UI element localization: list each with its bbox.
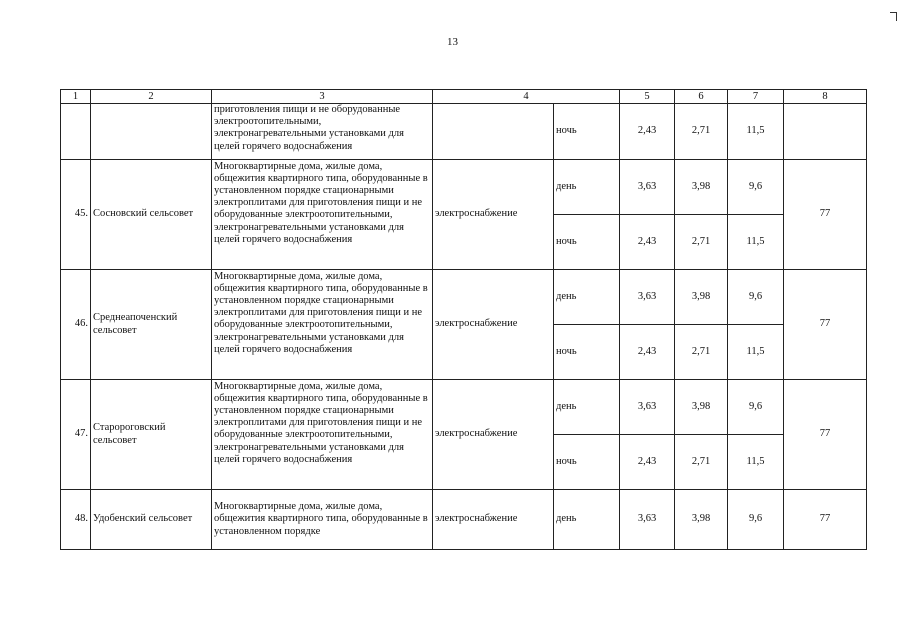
table-row-continued	[61, 104, 867, 160]
cell-num: 48.	[61, 490, 91, 550]
header-cell: 8	[784, 90, 867, 104]
cell-period: ночь	[554, 325, 620, 380]
cell-value-6: 2,71	[675, 215, 728, 270]
cell-value-6: 3,98	[675, 160, 728, 215]
cell-value-5: 3,63	[620, 490, 675, 550]
cell-period: день	[554, 160, 620, 215]
cell-num: 46.	[61, 270, 91, 380]
cell-value-7: 11,5	[728, 435, 784, 490]
cell-value-7: 11,5	[728, 325, 784, 380]
cell-desc	[212, 380, 433, 490]
cell-value-7: 9,6	[728, 490, 784, 550]
header-cell: 7	[728, 90, 784, 104]
header-cell: 5	[620, 90, 675, 104]
header-cell: 2	[91, 90, 212, 104]
cell-period: день	[554, 380, 620, 435]
cell-name: Сосновский сельсовет	[91, 160, 212, 270]
desc-text: Многоквартирные дома, жилые дома, общежития квартирного типа, оборудованные в установленном порядке стационарными электроплитами для приготовления пищи и не оборудованные электроотопительными, электронагревательными установками для целей горячего водоснабжения	[214, 160, 428, 245]
cell-period: день	[554, 490, 620, 550]
cell-desc	[212, 160, 433, 270]
table-row	[61, 380, 867, 435]
page-number: 13	[447, 36, 458, 48]
tariff-table	[60, 89, 867, 550]
desc-text: приготовления пищи и не оборудованные электроотопительными, электронагревательными установками для целей горячего водоснабжения	[214, 104, 404, 152]
header-cell: 3	[212, 90, 433, 104]
cell-value-5: 3,63	[620, 380, 675, 435]
cell-value-6: 2,71	[675, 104, 728, 160]
header-cell: 4	[433, 90, 620, 104]
cell-name: Удобенский сельсовет	[91, 490, 212, 550]
cell-value-5: 3,63	[620, 270, 675, 325]
cell-service: электроснабжение	[433, 160, 554, 270]
header-row	[61, 90, 867, 104]
header-cell: 6	[675, 90, 728, 104]
cell-num: 47.	[61, 380, 91, 490]
cell-num	[61, 104, 91, 160]
cell-service: электроснабжение	[433, 490, 554, 550]
cell-value-6: 2,71	[675, 435, 728, 490]
table-row	[61, 160, 867, 215]
cell-value-7: 11,5	[728, 215, 784, 270]
cell-period: день	[554, 270, 620, 325]
cell-value-6: 3,98	[675, 270, 728, 325]
header-cell: 1	[61, 90, 91, 104]
cell-name: Среднеапоченский сельсовет	[91, 270, 212, 380]
cell-value-6: 3,98	[675, 380, 728, 435]
cell-value-6: 2,71	[675, 325, 728, 380]
table-row	[61, 490, 867, 550]
scan-corner-mark	[890, 12, 897, 21]
cell-value-5: 2,43	[620, 104, 675, 160]
cell-value-7: 11,5	[728, 104, 784, 160]
cell-value-7: 9,6	[728, 380, 784, 435]
cell-service	[433, 104, 554, 160]
cell-value-5: 2,43	[620, 215, 675, 270]
desc-text: Многоквартирные дома, жилые дома, общежития квартирного типа, оборудованные в установленном порядке стационарными электроплитами для приготовления пищи и не оборудованные электроотопительными, электронагревательными установками для целей горячего водоснабжения	[214, 270, 428, 355]
cell-value-6: 3,98	[675, 490, 728, 550]
cell-value-5: 2,43	[620, 435, 675, 490]
cell-value-5: 2,43	[620, 325, 675, 380]
cell-name	[91, 104, 212, 160]
cell-desc	[212, 104, 433, 160]
cell-period: ночь	[554, 435, 620, 490]
cell-period: ночь	[554, 104, 620, 160]
cell-desc: Многоквартирные дома, жилые дома, общежития квартирного типа, оборудованные в установленном порядке	[212, 490, 433, 550]
cell-value-8: 77	[784, 270, 867, 380]
table-row	[61, 270, 867, 325]
cell-service: электроснабжение	[433, 270, 554, 380]
desc-text: Многоквартирные дома, жилые дома, общежития квартирного типа, оборудованные в установленном порядке стационарными электроплитами для приготовления пищи и не оборудованные электроотопительными, электронагревательными установками для целей горячего водоснабжения	[214, 380, 428, 465]
cell-name: Старороговский сельсовет	[91, 380, 212, 490]
cell-value-8: 77	[784, 160, 867, 270]
cell-value-8: 77	[784, 380, 867, 490]
cell-period: ночь	[554, 215, 620, 270]
cell-value-8	[784, 104, 867, 160]
cell-desc	[212, 270, 433, 380]
cell-value-8: 77	[784, 490, 867, 550]
cell-num: 45.	[61, 160, 91, 270]
cell-service: электроснабжение	[433, 380, 554, 490]
cell-value-7: 9,6	[728, 270, 784, 325]
cell-value-7: 9,6	[728, 160, 784, 215]
cell-value-5: 3,63	[620, 160, 675, 215]
